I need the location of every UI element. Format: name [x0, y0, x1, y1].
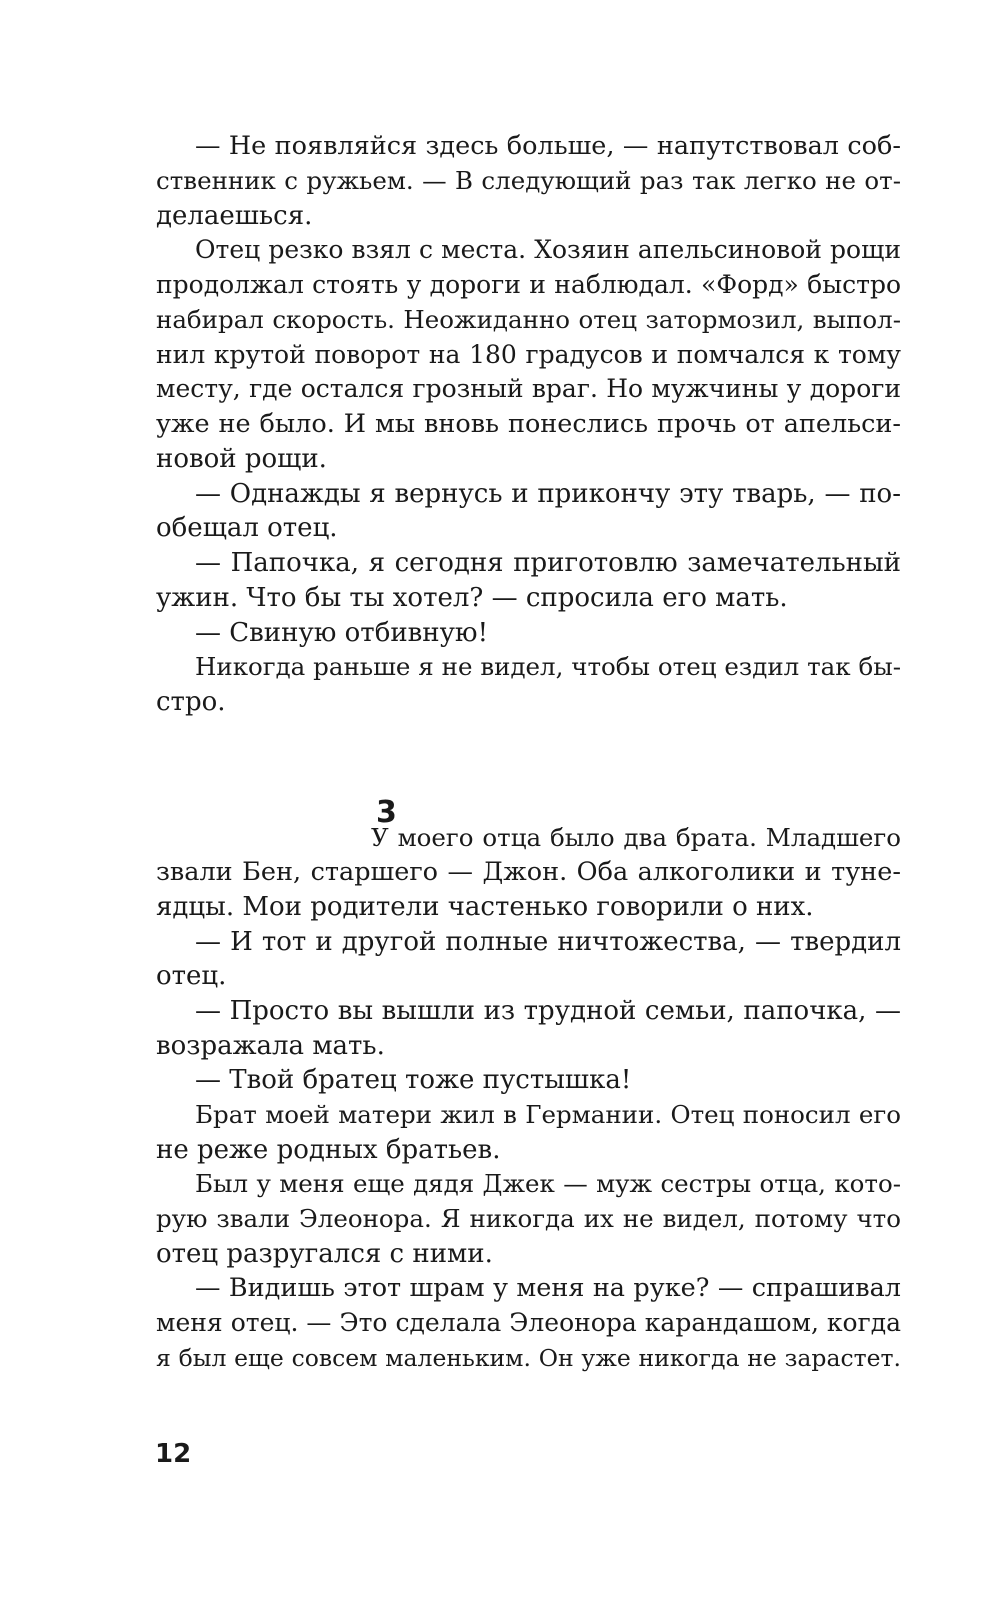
text-line: ядцы. Мои родители частенько говорили о них.: [156, 892, 814, 922]
text-line: У моего отца было два брата. Младшего: [371, 823, 901, 852]
text-line: обещал отец.: [156, 513, 338, 543]
text-line: возражала мать.: [156, 1031, 385, 1061]
chapter-number: 3: [376, 795, 397, 830]
text-line: продолжал стоять у дороги и наблюдал. «Форд» быстро: [156, 270, 901, 299]
text-line: Никогда раньше я не видел, чтобы отец ездил так бы-: [195, 652, 901, 681]
text-line: ужин. Что бы ты хотел? — спросила его мать.: [156, 583, 788, 613]
text-line: новой рощи.: [156, 444, 327, 474]
text-line: Брат моей матери жил в Германии. Отец поносил его: [195, 1100, 901, 1129]
text-line: — Видишь этот шрам у меня на руке? — спрашивал: [195, 1273, 901, 1303]
text-line: набирал скорость. Неожиданно отец затормозил, выпол-: [156, 305, 901, 334]
text-line: ственник с ружьем. — В следующий раз так легко не от-: [156, 166, 901, 195]
text-line: не реже родных братьев.: [156, 1135, 501, 1165]
text-line: звали Бен, старшего — Джон. Оба алкоголики и туне-: [156, 857, 901, 887]
text-line: — Папочка, я сегодня приготовлю замечательный: [195, 548, 901, 578]
text-line: — Просто вы вышли из трудной семьи, папочка, —: [195, 996, 901, 1026]
page-number: 12: [155, 1439, 192, 1469]
text-line: — Не появляйся здесь больше, — напутствовал соб-: [195, 131, 901, 161]
text-line: Был у меня еще дядя Джек — муж сестры отца, кото-: [195, 1169, 901, 1198]
text-line: нил крутой поворот на 180 градусов и помчался к тому: [156, 340, 901, 369]
text-line: делаешься.: [156, 201, 313, 231]
text-line: отец разругался с ними.: [156, 1239, 493, 1269]
text-line: отец.: [156, 961, 227, 991]
text-line: я был еще совсем маленьким. Он уже никогда не зарастет.: [156, 1344, 901, 1372]
text-line: рую звали Элеонора. Я никогда их не видел, потому что: [156, 1204, 901, 1233]
text-line: Отец резко взял с места. Хозяин апельсиновой рощи: [195, 235, 901, 264]
text-line: месту, где остался грозный враг. Но мужчины у дороги: [156, 374, 901, 403]
text-line: — Твой братец тоже пустышка!: [195, 1065, 632, 1095]
text-line: стро.: [156, 687, 226, 717]
text-line: меня отец. — Это сделала Элеонора карандашом, когда: [156, 1308, 901, 1337]
text-line: — Однажды я вернусь и прикончу эту тварь, — по-: [195, 479, 901, 509]
text-line: уже не было. И мы вновь понеслись прочь от апельси-: [156, 409, 901, 439]
text-line: — И тот и другой полные ничтожества, — твердил: [195, 927, 901, 957]
text-line: — Свиную отбивную!: [195, 618, 489, 648]
